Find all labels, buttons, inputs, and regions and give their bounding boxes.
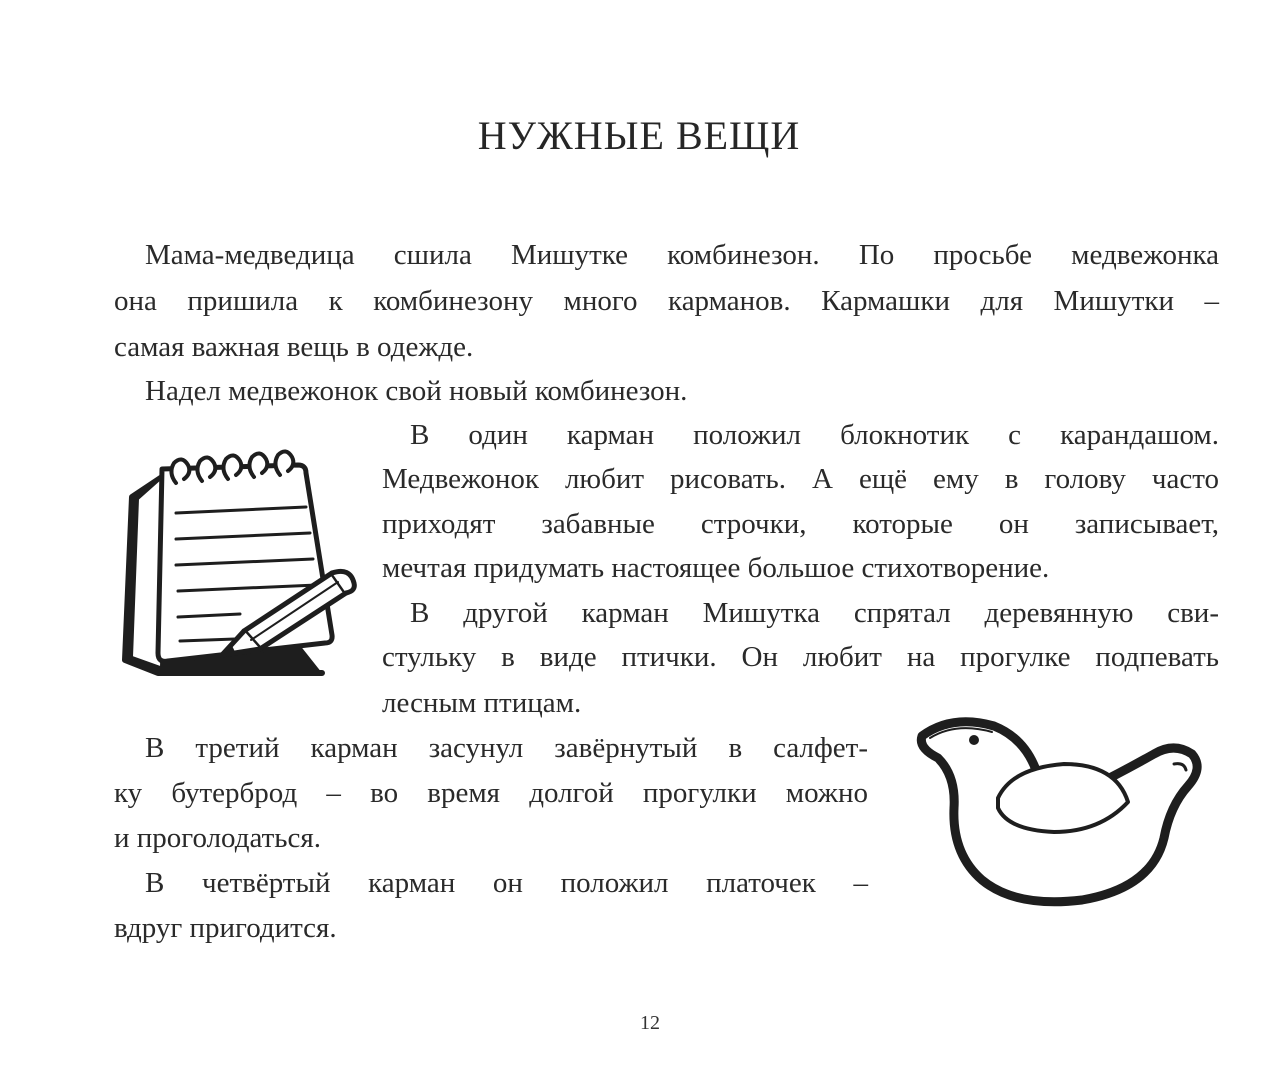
paragraph-5-line-2: ку бутерброд – во время долгой прогулки можно <box>114 777 868 809</box>
paragraph-6-line-1: В четвёртый карман он положил платочек – <box>145 867 868 899</box>
paragraph-4-line-3: лесным птицам. <box>382 687 582 719</box>
notebook-with-pencil-illustration <box>110 435 370 690</box>
paragraph-6-line-2: вдруг пригодится. <box>114 912 337 944</box>
paragraph-3-line-4: мечтая придумать настоящее большое стихотворение. <box>382 552 1050 584</box>
paragraph-5-line-3: и проголодаться. <box>114 822 321 854</box>
page-number: 12 <box>640 1012 660 1034</box>
bird-whistle-illustration <box>912 712 1212 917</box>
paragraph-4-line-2: стульку в виде птички. Он любит на прогулке подпевать <box>382 641 1219 673</box>
paragraph-2-line-1: Надел медвежонок свой новый комбинезон. <box>145 375 688 407</box>
paragraph-3-line-2: Медвежонок любит рисовать. А ещё ему в голову часто <box>382 463 1219 495</box>
paragraph-1-line-3: самая важная вещь в одежде. <box>114 331 474 363</box>
paragraph-3-line-3: приходят забавные строчки, которые он записывает, <box>382 508 1219 540</box>
page-title: НУЖНЫЕ ВЕЩИ <box>477 113 801 158</box>
paragraph-1-line-1: Мама-медведица сшила Мишутке комбинезон. По просьбе медвежонка <box>145 239 1219 271</box>
paragraph-5-line-1: В третий карман засунул завёрнутый в салфет- <box>145 732 868 764</box>
paragraph-3-line-1: В один карман положил блокнотик с карандашом. <box>410 419 1219 451</box>
paragraph-1-line-2: она пришила к комбинезону много карманов. Кармашки для Мишутки – <box>114 285 1219 317</box>
paragraph-4-line-1: В другой карман Мишутка спрятал деревянную сви- <box>410 597 1219 629</box>
